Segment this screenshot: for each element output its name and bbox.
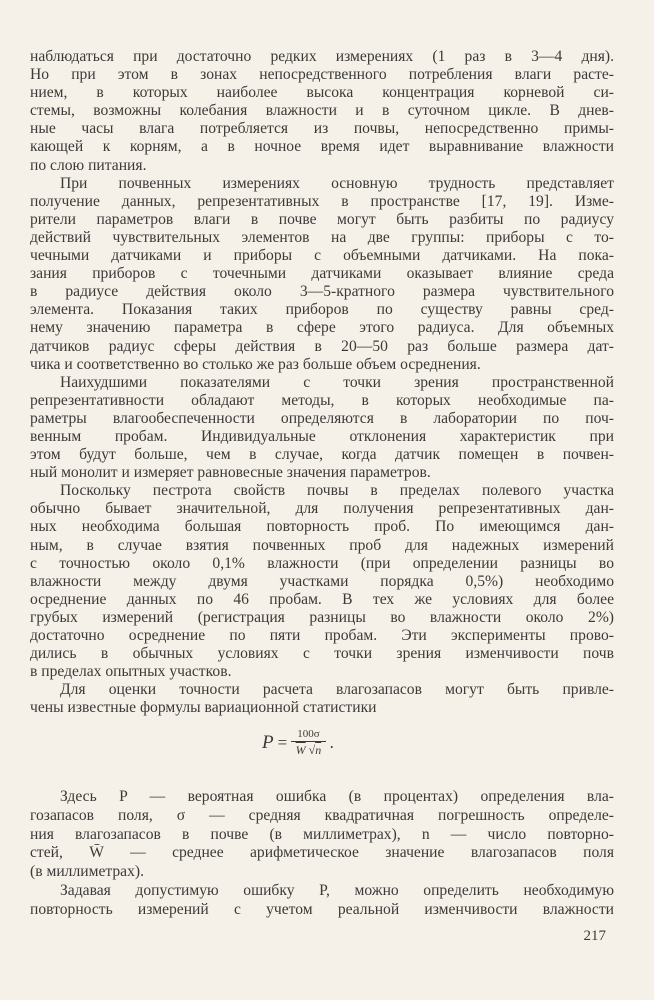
text-line: Наихудшими показателями с точки зрения пространственной [60, 373, 614, 391]
text-line: стей, W̄ — среднее арифметическое значение влагозапасов поля [30, 844, 614, 862]
formula-equals: = [277, 733, 288, 752]
text-line: ных необходима большая повторность проб. По имеющимся дан- [30, 518, 614, 536]
text-line: зания приборов с точечными датчиками оказывает влияние среда [30, 265, 614, 283]
text-line: (в миллиметрах). [30, 863, 144, 881]
paragraph [30, 374, 614, 483]
text-line: ния влагозапасов в почве (в миллиметрах), n — число повторно- [30, 825, 614, 843]
formula-lhs: P [262, 732, 274, 753]
text-line: по слою питания. [30, 156, 147, 174]
text-line: стемы, возможны колебания влажности и в суточном цикле. В днев- [30, 102, 614, 120]
page-number: 217 [583, 928, 606, 944]
text-line: этом будут больше, чем в случае, когда датчик помещен в почвен- [30, 446, 614, 464]
formula-w-bar: $\overline{W}$ [295, 743, 306, 757]
text-line: гозапасов поля, σ — средняя квадратичная погрешность определе- [30, 806, 614, 824]
text-line: чика и соответственно во столько же раз больше объем осреднения. [30, 355, 481, 373]
formula-denominator [296, 742, 322, 758]
sqrt-icon: √ [308, 743, 316, 757]
text-line: При почвенных измерениях основную трудность представляет [60, 174, 614, 192]
text-line: репрезентативности обладают методы, в которых необходимые па- [30, 391, 614, 409]
text-line: Поскольку пестрота свойств почвы в пределах полевого участка [60, 482, 614, 500]
paragraph [30, 681, 614, 717]
text-line: грубых измерений (регистрация разницы во влажности около 2%) [30, 608, 614, 626]
text-line: Здесь P — вероятная ошибка (в процентах) определения вла- [60, 788, 614, 805]
text-line: датчиков радиус сферы действия в 20—50 раз больше размера дат- [30, 337, 614, 355]
text-line: получение данных, репрезентативных в пространстве [17, 19]. Изме- [30, 192, 614, 210]
text-line: чечными датчиками и приборы с объемными датчиками. На пока- [30, 247, 614, 265]
text-block-top [30, 48, 614, 717]
text-line: повторность измерений с учетом реальной изменчивости влажности [30, 900, 614, 918]
text-line: обычно бывает значительной, для получения репрезентативных дан- [30, 500, 614, 518]
text-line: нием, в которых наиболее высока концентрация корневой си- [30, 84, 614, 102]
text-line: элемента. Показания таких приборов по существу равны сред- [30, 301, 614, 319]
paragraph [30, 482, 614, 681]
paragraph [30, 48, 614, 175]
formula [262, 728, 334, 758]
paragraph [30, 882, 614, 920]
text-line: в пределах опытных участков. [30, 663, 232, 681]
text-line: дились в обычных условиях с точки зрения изменчивости почв [30, 645, 614, 663]
text-line: венным пробам. Индивидуальные отклонения характеристик при [30, 427, 614, 445]
text-line: Для оценки точности расчета влагозапасов могут быть привле- [60, 681, 614, 699]
text-line: осреднение данных по 46 пробам. В тех же условиях для более [30, 590, 614, 608]
paragraph [30, 175, 614, 374]
text-line: Но при этом в зонах непосредственного потребления влаги расте- [30, 66, 614, 84]
text-line: ным, в случае взятия почвенных проб для надежных измерений [30, 536, 614, 554]
text-line: достаточно осреднение по пяти пробам. Эти эксперименты прово- [30, 627, 614, 644]
text-line: действий чувствительных элементов на две группы: приборы с то- [30, 228, 614, 246]
text-line: кающей к корням, а в ночное время идет выравнивание влажности [30, 138, 614, 156]
text-line: чены известные формулы вариационной статистики [30, 699, 377, 717]
formula-period: . [329, 733, 334, 752]
text-line: с точностью около 0,1% влажности (при определении разницы во [30, 554, 614, 572]
formula-n: n [315, 743, 322, 757]
text-line: Задавая допустимую ошибку P, можно определить необходимую [60, 881, 614, 899]
text-line: нему значению параметра в сфере этого радиуса. Для объемных [30, 319, 614, 337]
text-line: влажности между двумя участками порядка 0,5%) необходимо [30, 572, 614, 590]
formula-fraction [291, 728, 325, 758]
text-line: рители параметров влаги в почве могут быть разбиты по радиусу [30, 210, 614, 228]
text-line: раметры влагообеспеченности определяются в лаборатории по поч- [30, 409, 614, 427]
text-line: ные часы влага потребляется из почвы, непосредственно примы- [30, 120, 614, 138]
text-line: в радиусе действия около 3—5-кратного размера чувствительного [30, 283, 614, 301]
text-line: ный монолит и измеряет равновесные значения параметров. [30, 464, 431, 482]
text-line: наблюдаться при достаточно редких измерениях (1 раз в 3—4 дня). [30, 48, 614, 65]
formula-numerator: 100σ [291, 728, 325, 742]
text-block-bottom [30, 788, 614, 920]
paragraph [30, 788, 614, 882]
